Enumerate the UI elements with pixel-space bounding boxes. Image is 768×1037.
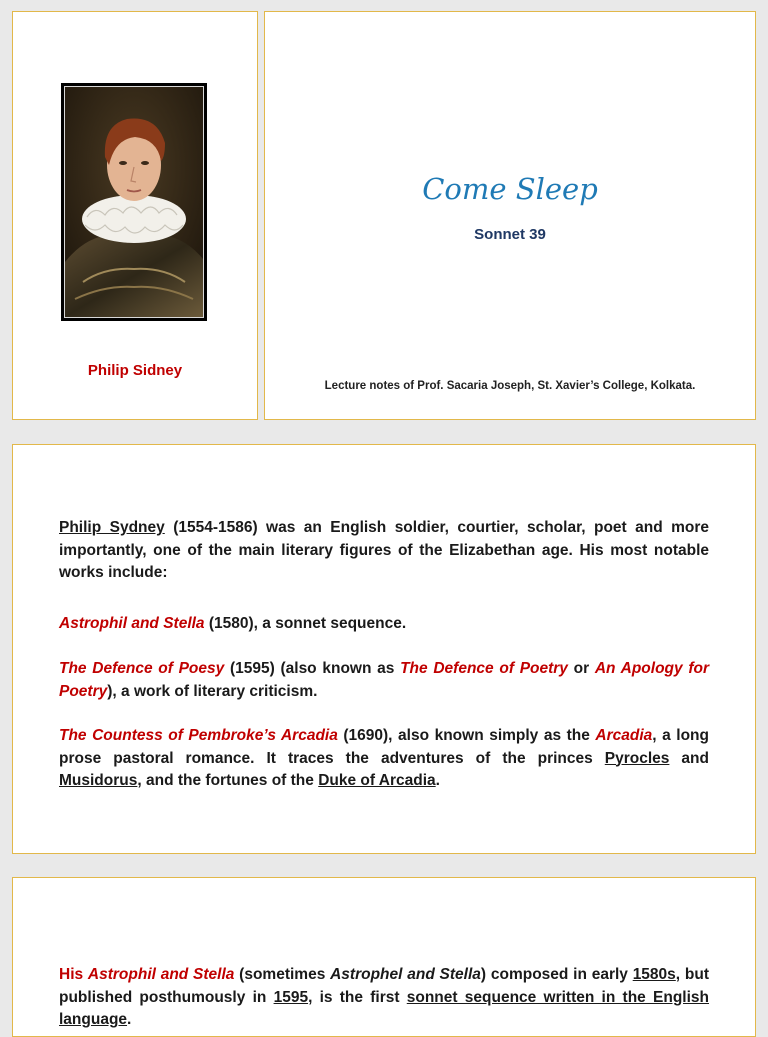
work-alt-title: An Apology for Poetry bbox=[59, 660, 709, 700]
portrait-caption: Philip Sidney bbox=[87, 362, 183, 379]
year: 1580s bbox=[632, 966, 676, 983]
sonnet-sequence-link[interactable]: sonnet sequence written in the English language bbox=[59, 988, 710, 1028]
work-item bbox=[59, 725, 709, 793]
work-alt-title: Arcadia bbox=[595, 727, 653, 744]
work-alt-title: The Defence of Poetry bbox=[400, 660, 568, 677]
bio-intro-paragraph bbox=[59, 517, 709, 585]
work-text: (1690), also known simply as the bbox=[337, 727, 596, 744]
bio-intro-text: (1554-1586) was an English soldier, courtier, scholar, poet and more importantly, one of the main literary figures of the Elizabethan age. His most notable works include: bbox=[59, 519, 709, 581]
sonnet-paragraph bbox=[59, 964, 709, 1032]
slide-title: Come Sleep bbox=[422, 172, 598, 206]
slide-subtitle: Sonnet 39 bbox=[474, 226, 546, 243]
work-title: The Countess of Pembroke’s Arcadia bbox=[59, 727, 338, 744]
work-text: (1595) (also known as bbox=[224, 660, 401, 677]
work-text: or bbox=[567, 660, 595, 677]
sonnet-text: (sometimes bbox=[234, 966, 331, 983]
work-text: , and the fortunes of the bbox=[137, 772, 319, 789]
sonnet-text: His bbox=[59, 966, 88, 983]
portrait-image bbox=[64, 86, 204, 318]
author-name: Philip Sydney bbox=[59, 519, 165, 536]
work-item bbox=[59, 613, 709, 636]
portrait-frame bbox=[61, 83, 207, 321]
work-item bbox=[59, 658, 709, 703]
character-name: Duke of Arcadia bbox=[318, 772, 436, 789]
work-text: . bbox=[435, 772, 440, 789]
work-text: , a long prose pastoral romance. It traces the adventures of the princes bbox=[59, 727, 709, 767]
biography-slide bbox=[12, 444, 756, 854]
sonnet-text: ) composed in early bbox=[480, 966, 633, 983]
year: 1595 bbox=[273, 988, 309, 1006]
title-slide bbox=[264, 11, 756, 420]
work-title: The Defence of Poesy bbox=[59, 660, 225, 677]
character-name: Musidorus bbox=[59, 772, 138, 789]
sonnet-text: , but published posthumously in bbox=[59, 966, 709, 1006]
portrait-slide bbox=[12, 11, 258, 420]
sonnet-text: , is the first bbox=[308, 988, 407, 1006]
lecture-credit: Lecture notes of Prof. Sacaria Joseph, St. Xavier’s College, Kolkata. bbox=[324, 380, 696, 392]
work-title: Astrophil and Stella bbox=[87, 966, 235, 983]
character-name: Pyrocles bbox=[604, 749, 670, 767]
sonnet-sequence-slide bbox=[12, 877, 756, 1037]
work-title: Astrophil and Stella bbox=[59, 615, 205, 632]
work-alt-title: Astrophel and Stella bbox=[330, 966, 481, 983]
sonnet-text: . bbox=[127, 1011, 132, 1028]
work-text: (1580), a sonnet sequence. bbox=[204, 615, 407, 632]
work-text: ), a work of literary criticism. bbox=[107, 682, 318, 700]
work-text: and bbox=[669, 749, 709, 767]
